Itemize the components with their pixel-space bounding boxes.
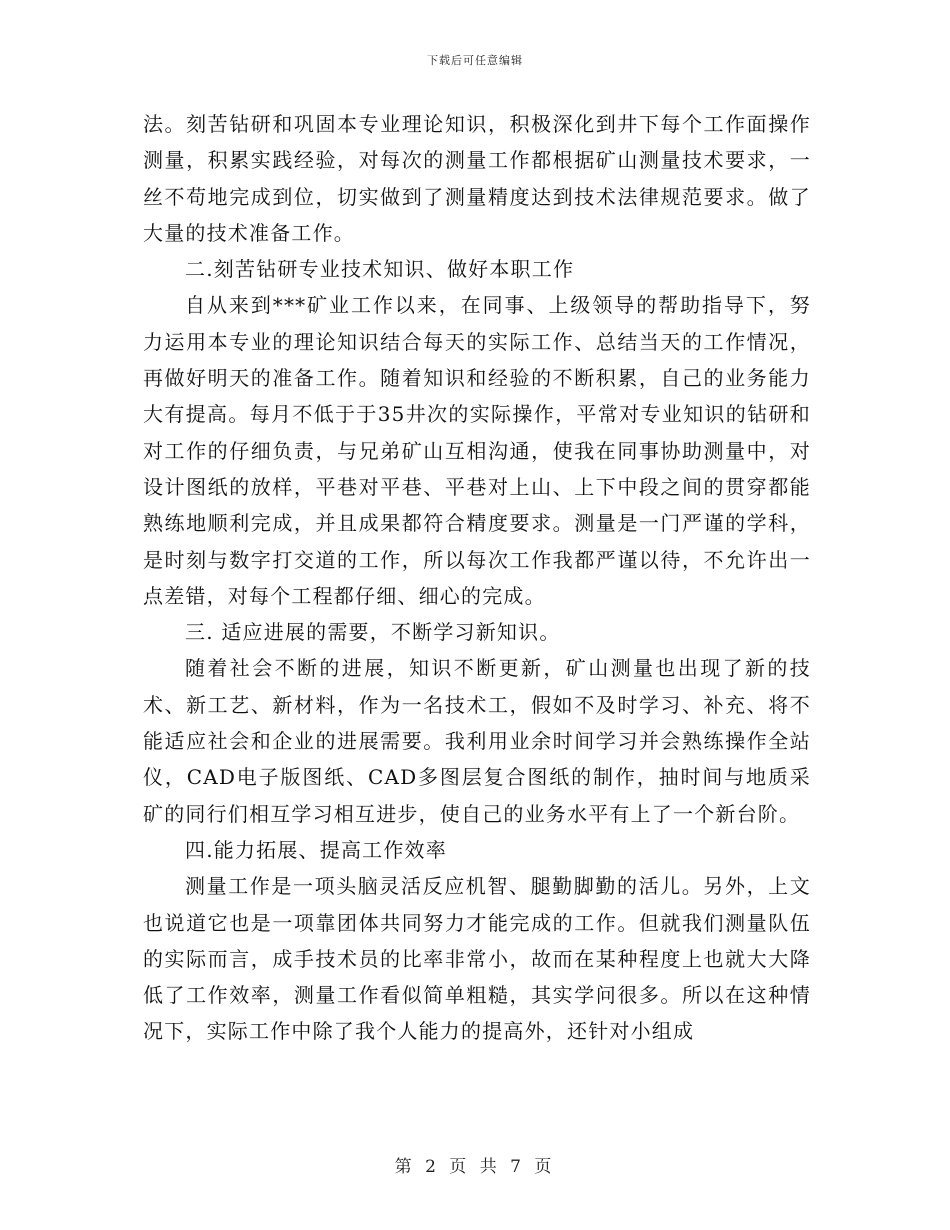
paragraph-3: 随着社会不断的进展，知识不断更新，矿山测量也出现了新的技术、新工艺、新材料，作为一名技术工，假如不及时学习、补充、将不能适应社会和企业的进展需要。我利用业余时间学习并会熟练操作全站仪，CAD电子版图纸、CAD多图层复合图纸的制作，抽时间与地质采矿的同行们相互学习相互进步，使自己的业务水平有上了一个新台阶。	[143, 656, 811, 826]
section-heading-2: 二.刻苦钻研专业技术知识、做好本职工作	[185, 257, 575, 282]
document-body	[143, 106, 811, 1050]
section-heading-4: 四.能力拓展、提高工作效率	[185, 837, 447, 862]
paragraph-1: 法。刻苦钻研和巩固本专业理论知识，积极深化到井下每个工作面操作测量，积累实践经验，对每次的测量工作都根据矿山测量技术要求，一丝不苟地完成到位，切实做到了测量精度达到技术法律规范要求。做了大量的技术准备工作。	[143, 112, 811, 245]
paragraph-2: 自从来到***矿业工作以来，在同事、上级领导的帮助指导下，努力运用本专业的理论知识结合每天的实际工作、总结当天的工作情况，再做好明天的准备工作。随着知识和经验的不断积累，自己的业务能力大有提高。每月不低于于35井次的实际操作，平常对专业知识的钻研和对工作的仔细负责，与兄弟矿山互相沟通，使我在同事协助测量中，对设计图纸的放样，平巷对平巷、平巷对上山、上下中段之间的贯穿都能熟练地顺利完成，并且成果都符合精度要求。测量是一门严谨的学科，是时刻与数字打交道的工作，所以每次工作我都严谨以待，不允许出一点差错，对每个工程都仔细、细心的完成。	[143, 293, 811, 608]
section-heading-3: 三. 适应进展的需要，不断学习新知识。	[185, 620, 561, 645]
page-footer: 第 2 页 共 7 页	[394, 1157, 556, 1177]
paragraph-4: 测量工作是一项头脑灵活反应机智、腿勤脚勤的活儿。另外，上文也说道它也是一项靠团体共同努力才能完成的工作。但就我们测量队伍的实际而言，成手技术员的比率非常小，故而在某种程度上也就大大降低了工作效率，测量工作看似简单粗糙，其实学问很多。所以在这种情况下，实际工作中除了我个人能力的提高外，还针对小组成	[143, 874, 811, 1044]
page-header: 下载后可任意编辑	[427, 54, 523, 67]
